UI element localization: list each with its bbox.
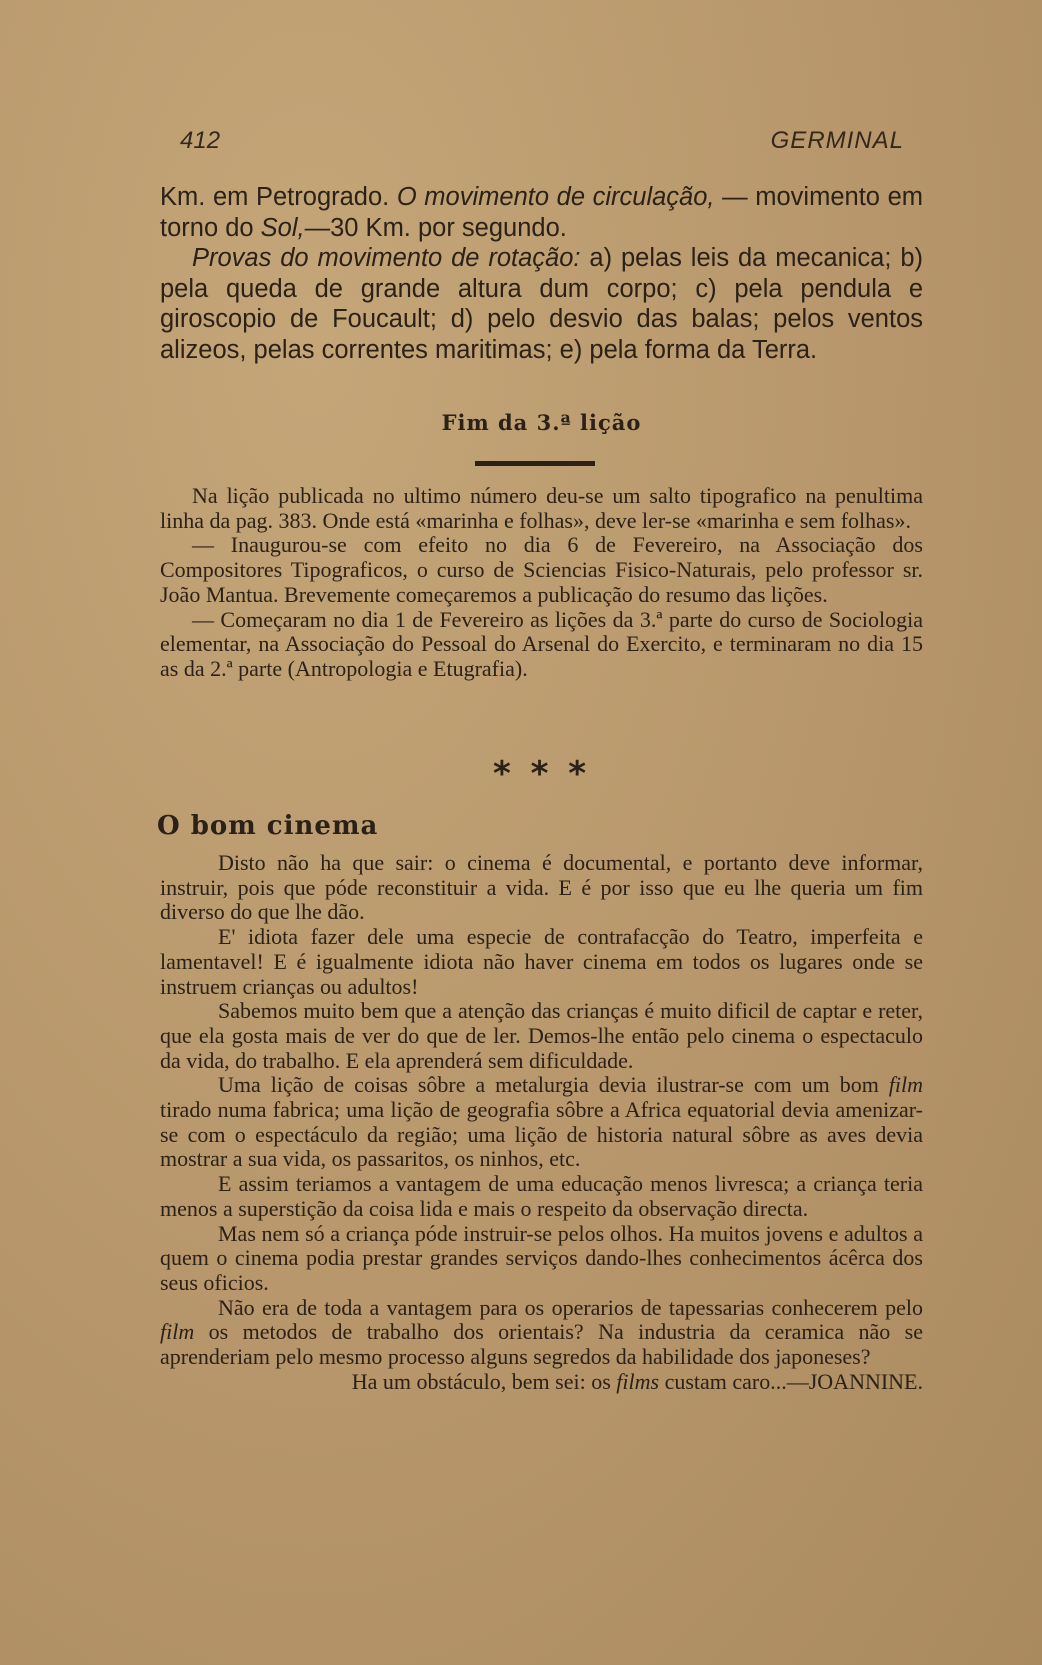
italic-run: Provas do movimento de rotação: — [192, 244, 581, 272]
note-paragraph: — Inaugurou-se com efeito no dia 6 de Fevereiro, na Associação dos Compositores Tipograficos, o curso de Sciencias Fisico-Naturais, pelo professor sr. João Mantua. Brevemente começaremos a publicação do resumo das lições. — [160, 532, 923, 607]
text-run: a) pelas leis da mecanica; b) pela queda de grande altura dum corpo; c) pela pendula e giroscopio de Foucault; d) pelo desvio das balas; pelos ventos alizeos, pelas correntes maritimas; e) pela forma da Terra. — [160, 244, 923, 364]
italic-run: O movimento de circulação, — [396, 183, 715, 211]
article-paragraph: E assim teriamos a vantagem de uma educação menos livresca; a criança teria menos a superstição da coisa lida e mais o respeito da observação directa. — [160, 1171, 923, 1221]
article-paragraph — [160, 1073, 923, 1172]
text-run: Não era de toda a vantagem para os operarios de tapessarias conhecerem pelo — [218, 1294, 923, 1320]
article-signature-paragraph — [160, 1370, 923, 1395]
article-body — [160, 851, 923, 1394]
italic-run: Sol, — [260, 213, 305, 242]
text-run: tirado numa fabrica; uma lição de geografia sôbre a Africa equatorial devia amenizar-se com o espectáculo da região; uma lição de historia natural sôbre as aves devia mostrar a sua vida, os passaritos, os ninhos, etc. — [160, 1097, 923, 1172]
article-paragraph: Sabemos muito bem que a atenção das crianças é muito dificil de captar e reter, que ela gosta mais de ver do que de ler. Demos-lhe então pelo cinema o espectaculo da vida, do trabalho. E ela aprenderá sem dificuldade. — [160, 998, 923, 1073]
article-paragraph: Disto não ha que sair: o cinema é documental, e portanto deve informar, instruir, pois que póde reconstituir a vida. E é por isso que eu lhe queria um fim diverso do que lhe dão. — [160, 850, 923, 925]
note-paragraph: — Começaram no dia 1 de Fevereiro as lições da 3.ª parte do curso de Sociologia elementar, na Associação do Pessoal do Arsenal do Exercito, e terminaram no dia 15 as da 2.ª parte (Antropologia e Etugrafia). — [160, 606, 923, 681]
note-paragraph: Na lição publicada no ultimo número deu-se um salto tipografico na penultima linha da pag. 383. Onde está «marinha e folhas», deve ler-se «marinha e sem folhas». — [160, 483, 923, 533]
text-run: os metodos de trabalho dos orientais? Na industria da ceramica não se aprenderiam pelo mesmo processo alguns segredos da habilidade dos japoneses? — [160, 1319, 923, 1370]
divider-rule — [475, 461, 595, 466]
page-number: 412 — [180, 127, 221, 154]
text-run: — movimento em torno do — [160, 183, 923, 242]
notes-section — [160, 484, 923, 682]
italic-run: film — [888, 1072, 923, 1098]
article-paragraph — [160, 1296, 923, 1370]
text-run: Uma lição de coisas sôbre a metalurgia devia ilustrar-se com um bom — [218, 1072, 889, 1098]
section-separator: * * * — [492, 754, 590, 794]
page-header — [162, 127, 904, 163]
text-run: Ha um obstáculo, bem sei: os — [351, 1368, 617, 1394]
text-run: custam caro...—JOANNINE. — [659, 1368, 923, 1394]
text-run: —30 Km. por segundo. — [304, 213, 567, 242]
article-paragraph: Mas nem só a criança póde instruir-se pelos olhos. Ha muitos jovens e adultos a quem o cinema podia prestar grandes serviços dando-lhes conhecimentos ácêrca dos seus oficios. — [160, 1220, 923, 1295]
text-run: Km. em Petrogrado. — [160, 183, 397, 211]
italic-run: film — [160, 1319, 195, 1345]
lesson-paragraph — [160, 243, 923, 365]
end-of-lesson-heading: Fim da 3.ª lição — [441, 410, 642, 435]
lesson-text — [160, 182, 923, 365]
lesson-paragraph — [160, 182, 923, 243]
article-paragraph: E' idiota fazer dele uma especie de contrafacção do Teatro, imperfeita e lamentavel! E é igualmente idiota não haver cinema em todos os lugares onde se instruem crianças ou adultos! — [160, 924, 923, 999]
running-title: GERMINAL — [770, 127, 904, 154]
italic-run: films — [616, 1368, 660, 1394]
article-title: O bom cinema — [157, 811, 379, 841]
